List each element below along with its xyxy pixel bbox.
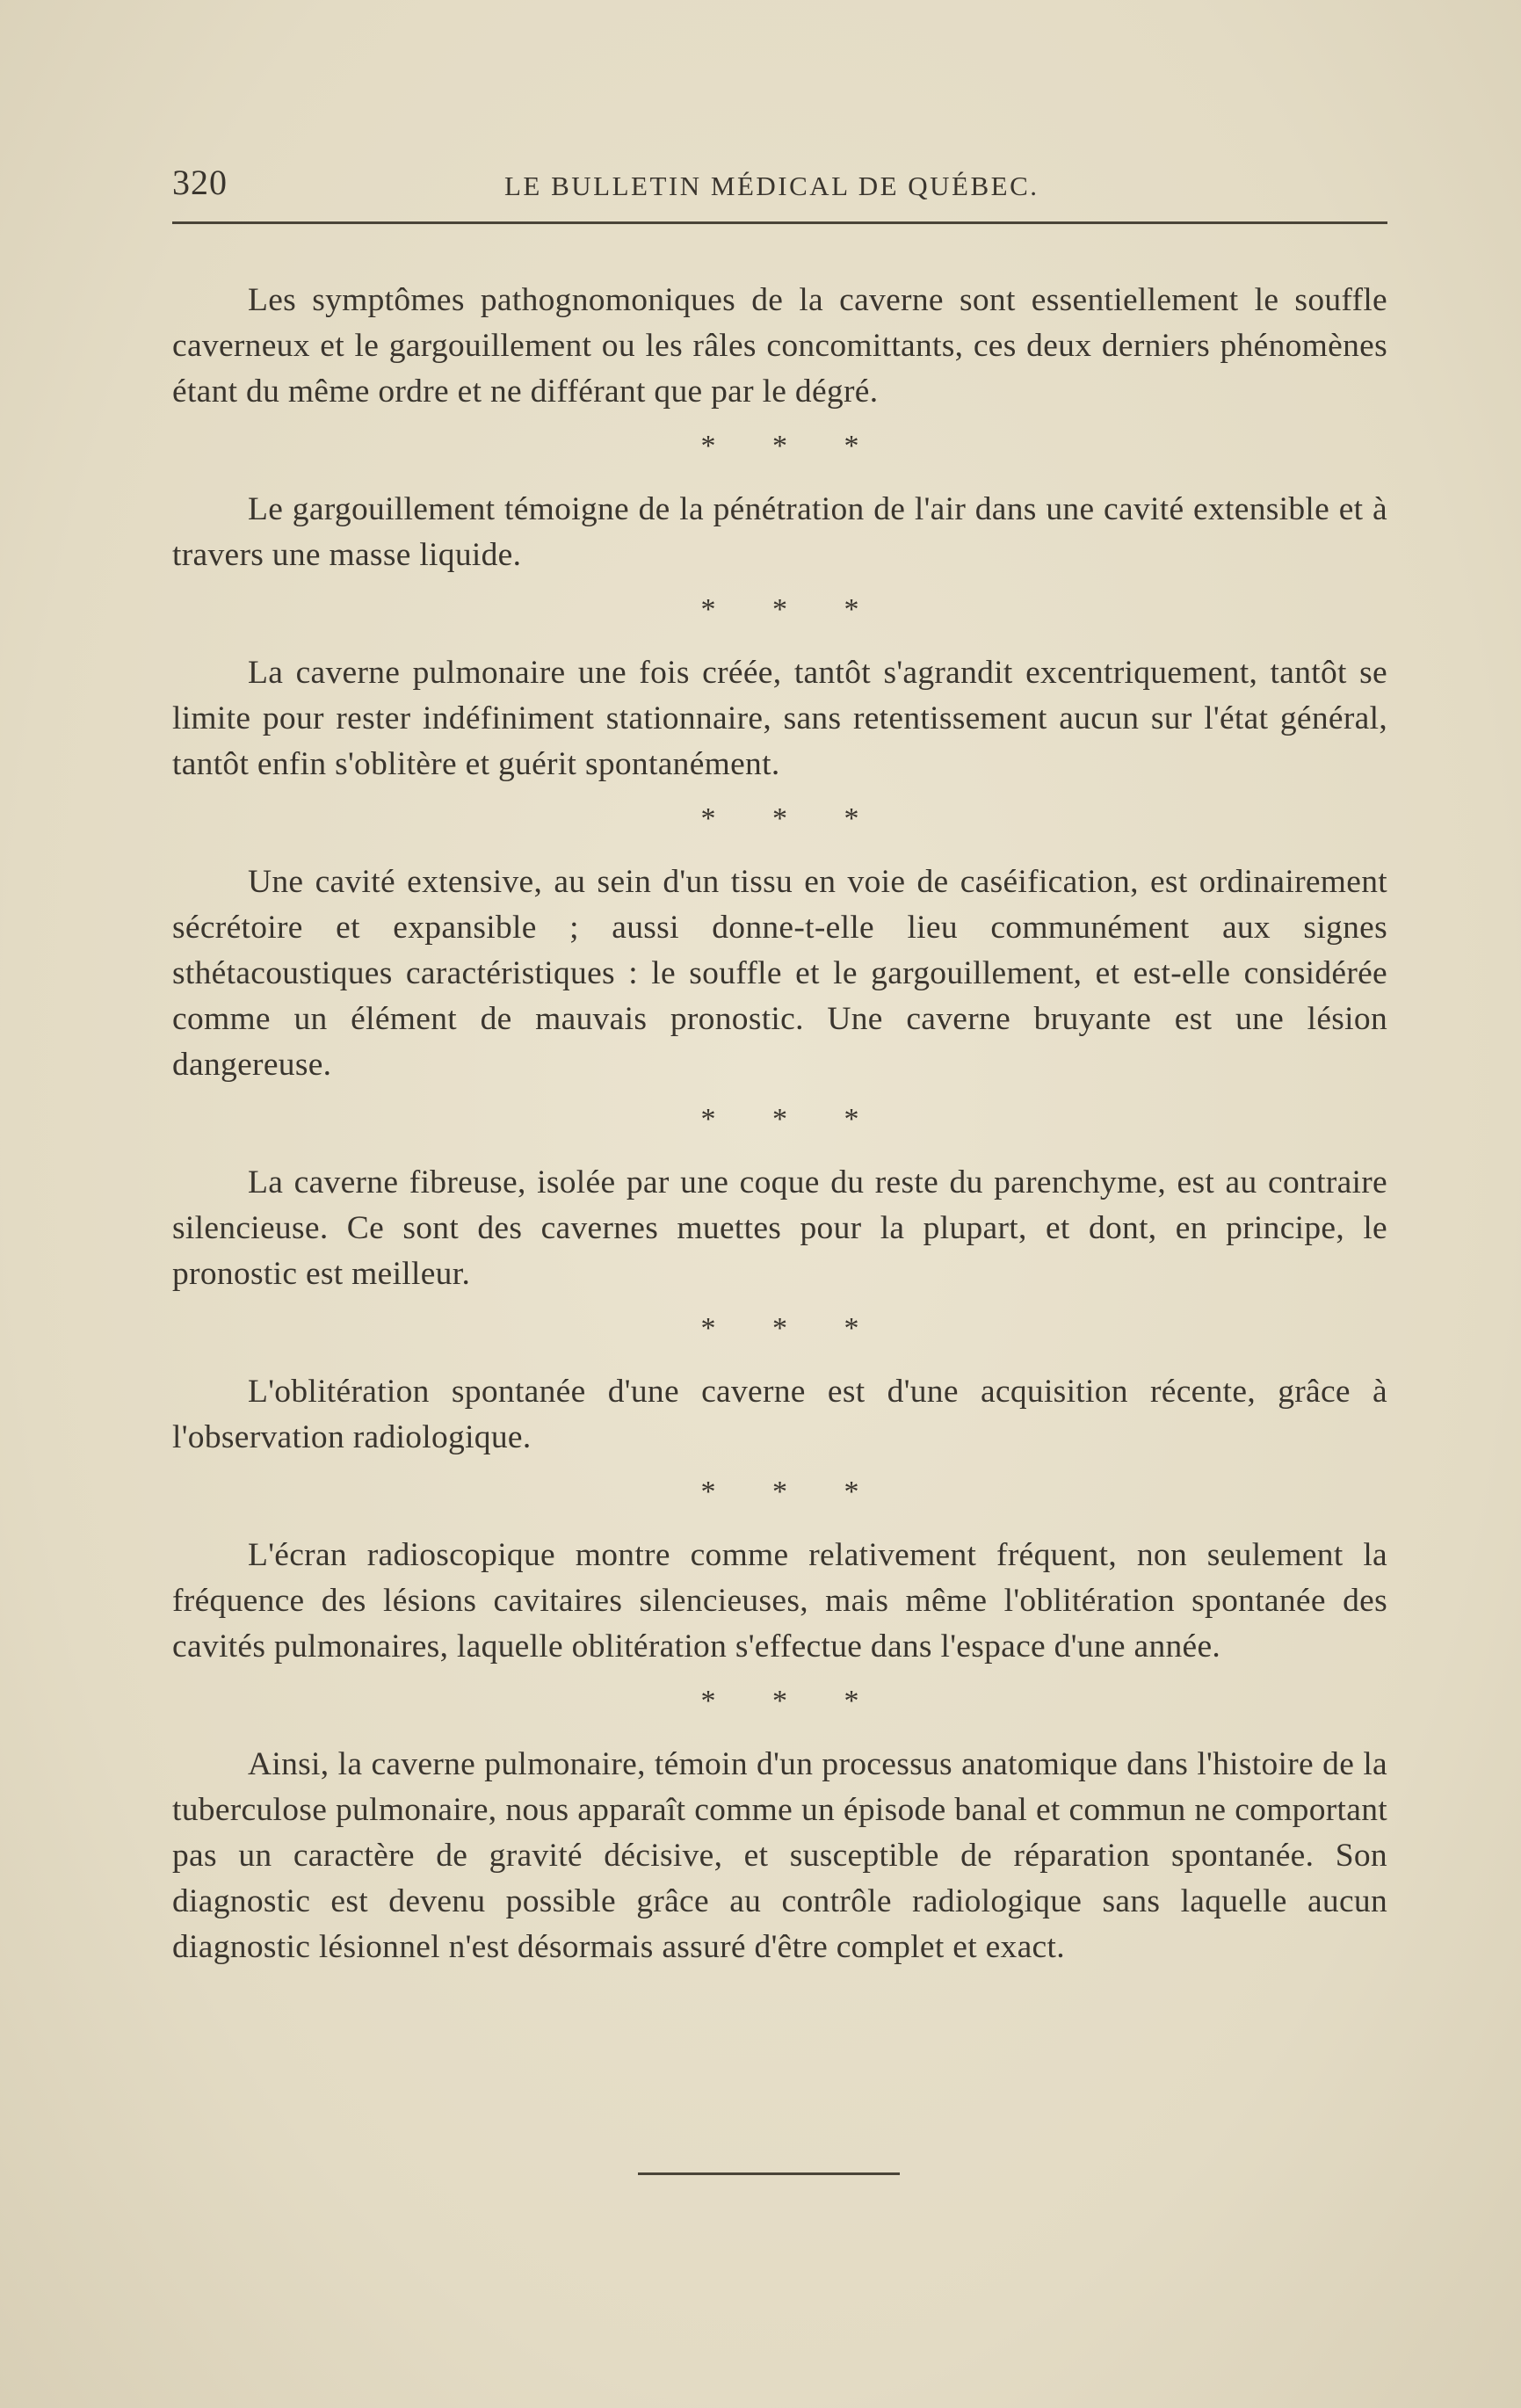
paragraph: L'oblitération spontanée d'une caverne est d'une acquisition récente, grâce à l'observation radiologique. — [172, 1374, 1387, 1455]
header-rule — [172, 221, 1387, 224]
paragraph: Une cavité extensive, au sein d'un tissu en voie de caséification, est ordinairement sécrétoire et expansible ; aussi donne-t-elle lieu communément aux signes sthétacoustiques caractéristiques : le souffle et le gargouillement, et est-elle considérée comme un élément de mauvais pronostic. Une caverne bruyante est une lésion dangereuse. — [172, 864, 1387, 1083]
section-separator: * * * — [700, 593, 884, 626]
running-head: LE BULLETIN MÉDICAL DE QUÉBEC. — [504, 170, 1039, 201]
paragraph: La caverne pulmonaire une fois créée, tantôt s'agrandit excentriquement, tantôt se limite pour rester indéfiniment stationnaire, sans retentissement aucun sur l'état général, tantôt enfin s'oblitère et guérit spontanément. — [172, 655, 1387, 782]
section-separator: * * * — [700, 1476, 884, 1508]
section-separator: * * * — [700, 430, 884, 462]
page-number: 320 — [172, 163, 228, 202]
page-header — [172, 162, 1387, 206]
section-separator: * * * — [700, 802, 884, 835]
section-separator: * * * — [700, 1103, 884, 1135]
paragraph: Le gargouillement témoigne de la pénétration de l'air dans une cavité extensible et à travers une masse liquide. — [172, 491, 1387, 573]
section-separator: * * * — [700, 1312, 884, 1345]
paragraph: Les symptômes pathognomoniques de la caverne sont essentiellement le souffle caverneux et le gargouillement ou les râles concomittants, ces deux derniers phénomènes étant du même ordre et ne différant que par le dégré. — [172, 282, 1387, 410]
paragraph: La caverne fibreuse, isolée par une coque du reste du parenchyme, est au contraire silencieuse. Ce sont des cavernes muettes pour la plupart, et dont, en principe, le pronostic est meilleur. — [172, 1164, 1387, 1292]
article-body — [172, 278, 1387, 1970]
section-separator: * * * — [700, 1685, 884, 1717]
paragraph: Ainsi, la caverne pulmonaire, témoin d'un processus anatomique dans l'histoire de la tuberculose pulmonaire, nous apparaît comme un épisode banal et commun ne comportant pas un caractère de gravité décisive, et susceptible de réparation spontanée. Son diagnostic est devenu possible grâce au contrôle radiologique sans laquelle aucun diagnostic lésionnel n'est désormais assuré d'être complet et exact. — [172, 1746, 1387, 1965]
end-rule — [638, 2172, 900, 2175]
paragraph: L'écran radioscopique montre comme relativement fréquent, non seulement la fréquence des lésions cavitaires silencieuses, mais même l'oblitération spontanée des cavités pulmonaires, laquelle oblitération s'effectue dans l'espace d'une année. — [172, 1537, 1387, 1665]
